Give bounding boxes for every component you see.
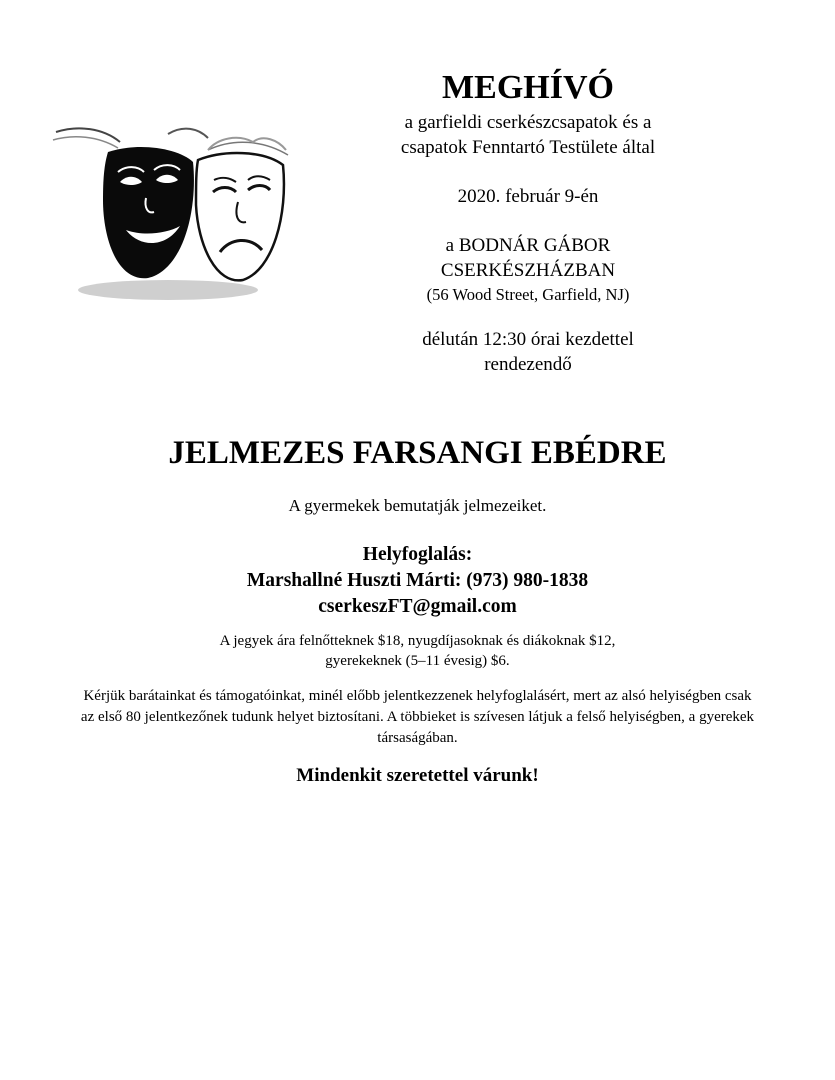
prices-line-2: gyerekeknek (5–11 évesig) $6. bbox=[325, 653, 510, 669]
reservation-block bbox=[0, 542, 835, 620]
notice-block bbox=[40, 686, 795, 749]
notice-line-2: az első 80 jelentkezőnek tudunk helyet biztosítani. A többieket is szívesen látjuk a felső helyiségben, a gyerekek bbox=[80, 709, 755, 725]
reservation-email: cserkeszFT@gmail.com bbox=[318, 596, 517, 617]
organizer-line-2: csapatok Fenntartó Testülete által bbox=[400, 137, 656, 158]
closing-block bbox=[0, 764, 835, 788]
event-title: JELMEZES FARSANGI EBÉDRE bbox=[168, 435, 667, 471]
theater-masks-icon bbox=[48, 120, 298, 305]
invitation-header bbox=[368, 66, 688, 377]
venue-line-2: CSERKÉSZHÁZBAN bbox=[440, 260, 616, 281]
time-line-2: rendezendő bbox=[484, 354, 572, 375]
page-title: MEGHÍVÓ bbox=[442, 69, 614, 106]
reservation-heading: Helyfoglalás: bbox=[362, 544, 473, 565]
organizer-line-1: a garfieldi cserkészcsapatok és a bbox=[404, 112, 652, 133]
intro-line: A gyermekek bemutatják jelmezeiket. bbox=[288, 496, 547, 515]
prices-line-1: A jegyek ára felnőtteknek $18, nyugdíjasoknak és diákoknak $12, bbox=[219, 633, 616, 649]
closing-line: Mindenkit szeretettel várunk! bbox=[296, 765, 539, 786]
venue-line-1: a BODNÁR GÁBOR bbox=[445, 235, 611, 256]
intro-text bbox=[0, 495, 835, 517]
prices-block bbox=[0, 631, 835, 671]
notice-line-1: Kérjük barátainkat és támogatóinkat, minél előbb jelentkezzenek helyfoglalásért, mert az alsó helyiségben csak bbox=[83, 688, 752, 704]
venue-address: (56 Wood Street, Garfield, NJ) bbox=[426, 285, 630, 304]
notice-line-3: társaságában. bbox=[377, 730, 458, 746]
time-line-1: délután 12:30 órai kezdettel bbox=[422, 329, 634, 350]
event-date: 2020. február 9-én bbox=[457, 186, 599, 207]
reservation-contact: Marshallné Huszti Márti: (973) 980-1838 bbox=[246, 570, 589, 591]
